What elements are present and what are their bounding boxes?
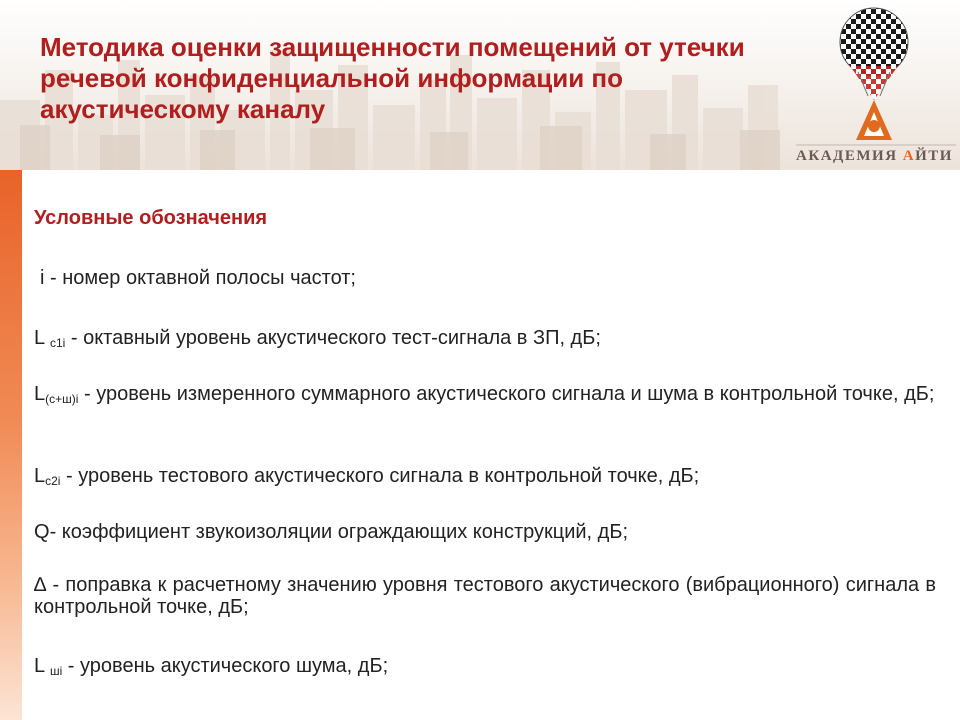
definition-symbol: L [34,383,46,405]
definition-symbol: L [34,327,45,349]
definition-text: - поправка к расчетному значению уровня тестового акустического (вибрационного) сигнала в контрольной точке, дБ; [34,574,936,618]
definition-subscript: с2i [45,474,61,488]
definition-item [34,521,936,543]
definition-item [34,383,936,405]
brand-letter-a: А [902,148,916,164]
definition-text: - уровень акустического шума, дБ; [62,655,389,677]
brand-word-2: ЙТИ [915,148,953,164]
definition-item [34,465,936,487]
slide-header [0,0,960,170]
definition-item [34,574,936,618]
definition-symbol: L [34,465,46,487]
definition-symbol: L [34,655,45,677]
definition-text: - уровень измеренного суммарного акустического сигнала и шума в контрольной точке, дБ; [78,383,935,405]
definition-text: - октавный уровень акустического тест-сигнала в ЗП, дБ; [65,327,601,349]
section-title: Условные обозначения [34,207,268,229]
definition-text: - уровень тестового акустического сигнала в контрольной точке, дБ; [60,465,700,487]
page-title: Методика оценки защищенности помещений от утечки речевой конфиденциальной информации по акустическому каналу [40,32,745,124]
definition-item [34,655,936,677]
definition-subscript: (с+ш)i [45,392,79,406]
definition-text: - коэффициент звукоизоляции ограждающих конструкций, дБ; [49,521,629,543]
brand-word-1: АКАДЕМИЯ [796,148,898,164]
slide-content [34,205,936,678]
definition-symbol: Q [34,521,50,543]
balloon-logo-icon [836,4,912,144]
definition-text: - номер октавной полосы частот; [44,267,356,289]
accent-sidebar-bar [0,170,22,720]
brand-name [796,144,956,166]
definition-subscript: с1i [49,336,66,350]
definition-item [34,327,936,349]
definition-subscript: шi [49,664,63,678]
definition-item [34,267,936,289]
definition-symbol: ∆ [34,574,47,596]
definition-symbol: i [40,267,45,289]
